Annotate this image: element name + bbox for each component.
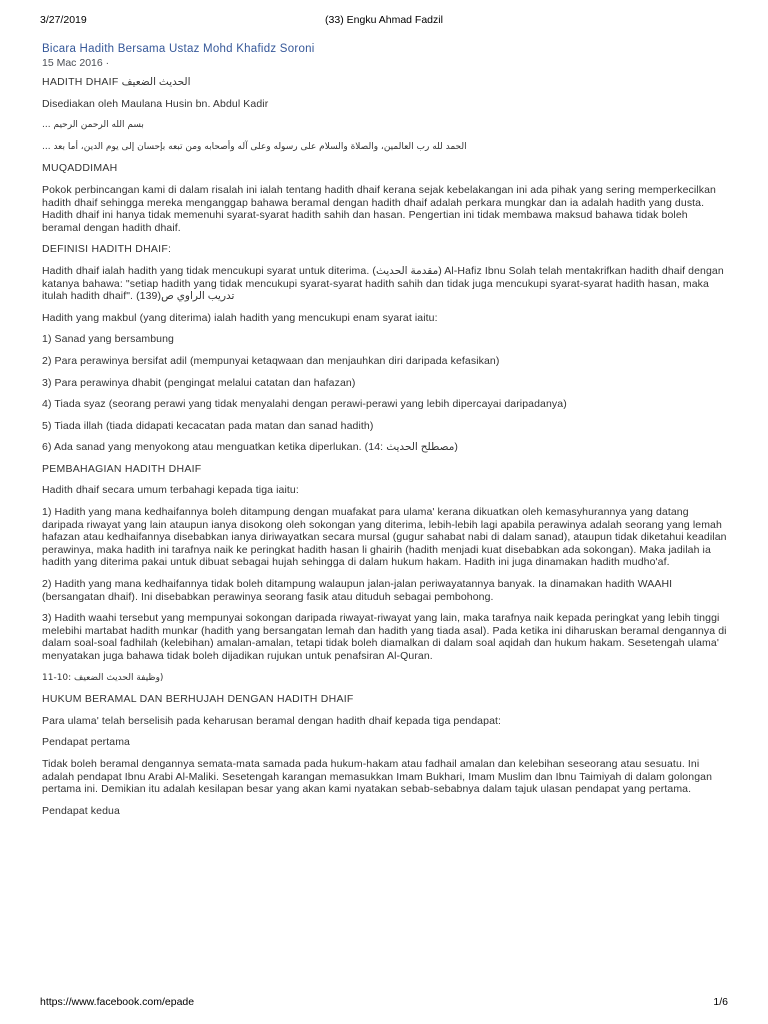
bismillah-line: ... بسم الله الرحمن الرحيم — [42, 120, 144, 131]
hamdalah-line: ... الحمد لله رب العالمين، والصلاة والسلام على رسوله وعلى آله وأصحابه ومن تبعه بإحسان إلى يوم الدين، أما بعد — [42, 141, 467, 152]
syarat-item-2: 2) Para perawinya bersifat adil (mempunyai ketaqwaan dan menjauhkan diri daripada kefasikan) — [42, 354, 500, 367]
print-page-number: 1/6 — [713, 996, 728, 1008]
heading-muqaddimah: MUQADDIMAH — [42, 162, 118, 175]
rujukan-wazifah: وظيفة الحديث الضعيف :10-11) — [42, 672, 164, 683]
syarat-item-5: 5) Tiada illah (tiada didapati kecacatan pada matan dan sanad hadith) — [42, 419, 374, 432]
pendapat-pertama-paragraph: Tidak boleh beramal dengannya semata-mata samada pada hukum-hakam atau fadhail amalan dan kelebihan seseorang atau sesuatu. Ini adalah pendapat Ibnu Arabi Al-Maliki. Sesetengah karangan memasukkan Imam Bukhari, Imam Muslim dan Ibnu Taimiyah di dalam golongan pertama ini. Demikian itu adalah kesilapan besar yang akan kami nyatakan sebab-sebabnya dalam tajuk ulasan pendapat yang pertama. — [42, 757, 713, 796]
print-url: https://www.facebook.com/epade — [40, 996, 195, 1008]
hukum-paragraph: Para ulama' telah berselisih pada keharusan beramal dengan hadith dhaif kepada tiga pendapat: — [42, 714, 502, 727]
syarat-item-6: 6) Ada sanad yang menyokong atau menguatkan ketika diperlukan. (14: مصطلح الحديث) — [42, 441, 458, 454]
heading-definisi: DEFINISI HADITH DHAIF: — [42, 243, 172, 256]
print-header — [40, 14, 728, 28]
pendapat-pertama-label: Pendapat pertama — [42, 736, 130, 749]
bahagian-item-2: 2) Hadith yang mana kedhaifannya tidak boleh ditampung walaupun jalan-jalan periwayatannya banyak. Ia dinamakan hadith WAAHI (bersangatan dhaif). Ini disebabkan perawinya seorang fasik atau dituduh sebagai pembohong. — [42, 578, 673, 603]
author-line: Disediakan oleh Maulana Husin bn. Abdul Kadir — [42, 97, 269, 110]
heading-hukum: HUKUM BERAMAL DAN BERHUJAH DENGAN HADITH DHAIF — [42, 693, 354, 706]
pembahagian-paragraph: Hadith dhaif secara umum terbahagi kepada tiga iaitu: — [42, 484, 299, 497]
bahagian-item-3: 3) Hadith waahi tersebut yang mempunyai sokongan daripada riwayat-riwayat yang lain, maka tarafnya naik kepada peringkat yang lebih tinggi melebihi martabat hadith munkar (hadith yang bersangatan lemah dan hadith yang tiada asal). Pada ketika ini diharuskan beramal dengannya di dalam soal-soal fadhilah (kelebihan) amalan-amalan, tetapi tidak boleh diamalkan di dalam soal aqidah dan hukum hakam. Sesetengah ulama' menyatakan juga bahawa tidak boleh dijadikan rujukan untuk penafsiran Al-Quran. — [42, 612, 727, 662]
syarat-item-1: 1) Sanad yang bersambung — [42, 333, 174, 346]
muqaddimah-paragraph: Pokok perbincangan kami di dalam risalah ini ialah tentang hadith dhaif kerana sejak kebelakangan ini ada pihak yang sering memperkecilkan hadith dhaif sehingga mereka menganggap bahawa beramal dengan hadith dhaif adalah perkara mungkar dan ia adalah hadith yang dusta. Hadith dhaif ini hanya tidak memenuhi syarat-syarat hadith sahih dan hasan. Pengertian ini tidak membawa maksud bahawa tidak boleh beramal dengan hadith dhaif. — [42, 183, 716, 234]
heading-pembahagian: PEMBAHAGIAN HADITH DHAIF — [42, 462, 202, 475]
note-content — [42, 42, 728, 826]
syarat-item-3: 3) Para perawinya dhabit (pengingat melalui catatan dan hafazan) — [42, 376, 356, 389]
note-date: 15 Mac 2016 · — [42, 57, 110, 69]
maqbul-paragraph: Hadith yang makbul (yang diterima) ialah hadith yang mencukupi enam syarat iaitu: — [42, 311, 438, 324]
heading-hadith-dhaif: HADITH DHAIF الحديث الضعيف — [42, 76, 191, 88]
print-page-title: (33) Engku Ahmad Fadzil — [325, 14, 443, 26]
syarat-item-4: 4) Tiada syaz (seorang perawi yang tidak menyalahi dengan perawi-perawi yang lebih dipercayai daripadanya) — [42, 398, 567, 411]
print-date: 3/27/2019 — [40, 14, 87, 26]
bahagian-item-1: 1) Hadith yang mana kedhaifannya boleh ditampung dengan muafakat para ulama' kerana dikuatkan oleh kemasyhurannya yang datang daripada riwayat yang lain ataupun ianya disokong oleh sokongan yang diterima, lebih-lebih lagi apabila perawinya adalah seorang yang lemah hafazan atau kedhaifannya disebabkan ianya diriwayatkan secara mursal (gugur sahabat nabi di dalam sanad), ataupun tidak diketahui keadilan perawinya, maka hadith ini tarafnya naik ke peringkat hadith hasan li ghairih (hadith menjadi kuat disebabkan ada sokongan). Maka jadilah ia hadith yang diterima pakai untuk dibuat sebagai hujah sehingga di dalam hukum hakam. Hadith ini juga dinamakan hadith mudho'af. — [42, 506, 727, 569]
print-footer — [40, 996, 728, 1010]
note-body — [42, 76, 728, 817]
note-title-link[interactable]: Bicara Hadith Bersama Ustaz Mohd Khafidz Soroni — [42, 43, 315, 55]
definisi-paragraph: Hadith dhaif ialah hadith yang tidak mencukupi syarat untuk diterima. (مقدمة الحديث) Al-Hafiz Ibnu Solah telah mentakrifkan hadith dhaif dengan katanya bahawa: "setiap hadith yang tidak mencukupi syarat-syarat hadith sahih dan tidak juga mencukupi syarat-syarat hadith hasan, maka itulah hadith dhaif". (139)تدريب الراوي ص — [42, 264, 724, 303]
pendapat-kedua-label: Pendapat kedua — [42, 804, 120, 817]
